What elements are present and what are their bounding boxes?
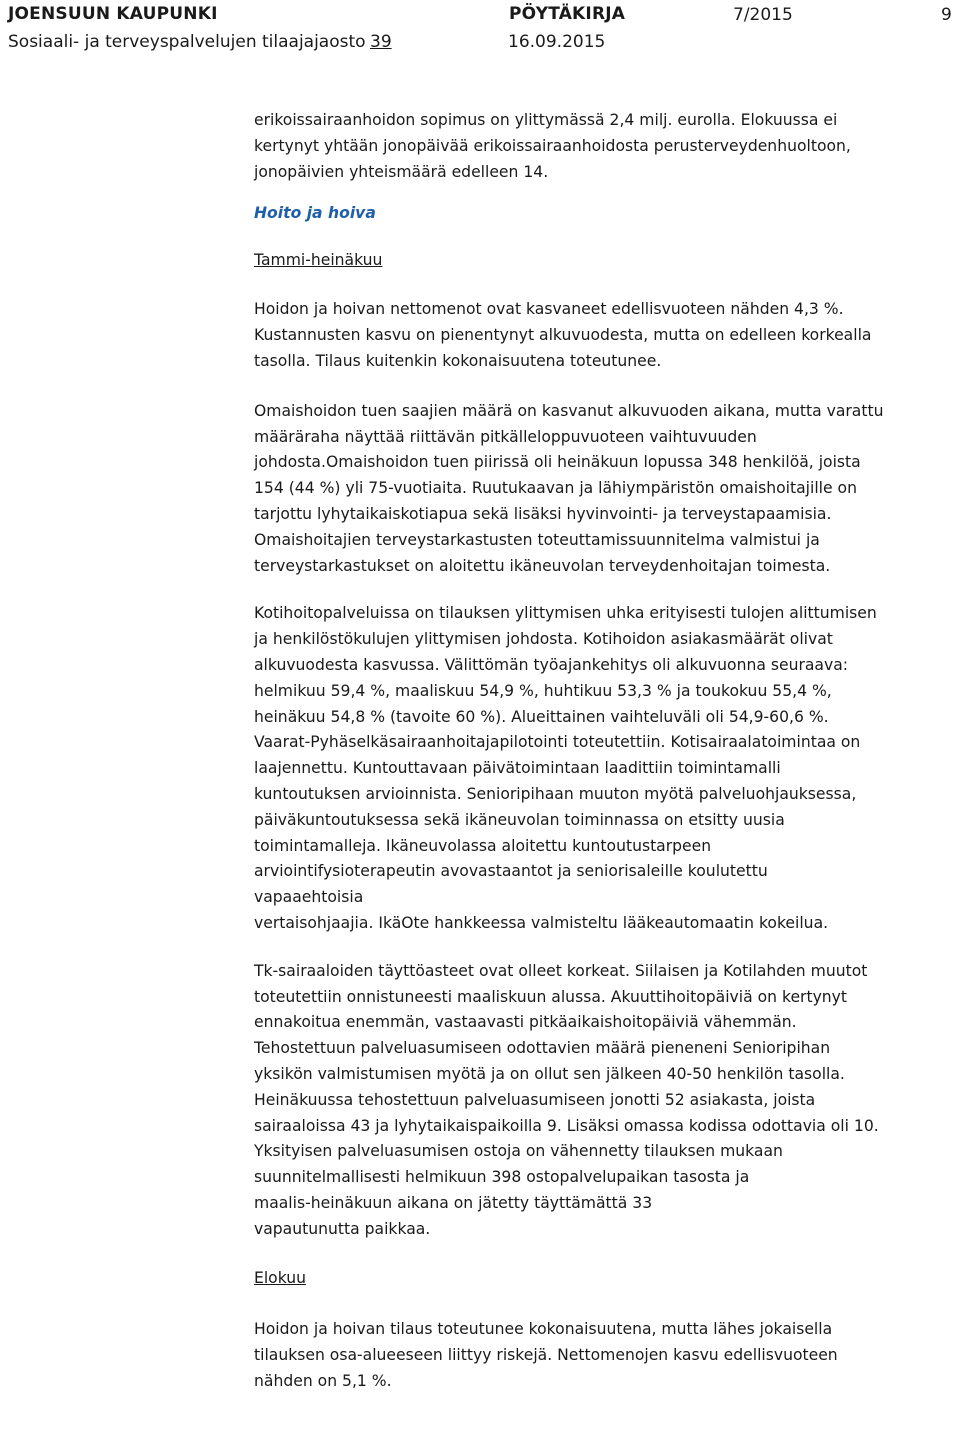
paragraph-net-costs — [254, 297, 954, 374]
text-line: Omaishoitajien terveystarkastusten toteuttamissuunnitelma valmistui ja — [254, 530, 820, 549]
text-line: Tk-sairaaloiden täyttöasteet ovat olleet korkeat. Siilaisen ja Kotilahden muutot — [254, 961, 868, 980]
text-line: sairaaloissa 43 ja lyhytaikaispaikoilla 9. Lisäksi omassa kodissa odottavia oli 10. — [254, 1116, 879, 1135]
text-line: terveystarkastukset on aloitettu ikäneuvolan terveydenhoitajan toimesta. — [254, 556, 831, 575]
text-line: jonopäivien yhteismäärä edelleen 14. — [254, 162, 549, 181]
text-line: heinäkuu 54,8 % (tavoite 60 %). Alueittainen vaihteluväli oli 54,9-60,6 %. — [254, 707, 829, 726]
text-line: johdosta.Omaishoidon tuen piirissä oli heinäkuun lopussa 348 henkilöä, joista — [254, 453, 861, 472]
text-line: Hoidon ja hoivan tilaus toteutunee kokonaisuutena, mutta lähes jokaisella — [254, 1320, 833, 1339]
text-line: ennakoitua enemmän, vastaavasti pitkäaikaishoitopäiviä vähemmän. — [254, 1013, 797, 1032]
text-line: yksikön valmistumisen myötä ja on ollut sen jälkeen 40-50 henkilön tasolla. — [254, 1064, 845, 1083]
committee-name: Sosiaali- ja terveyspalvelujen tilaajajaosto — [8, 32, 366, 52]
text-line: toimintamalleja. Ikäneuvolassa aloitettu kuntoutustarpeen — [254, 836, 712, 855]
text-line: Omaishoidon tuen saajien määrä on kasvanut alkuvuoden aikana, mutta varattu — [254, 401, 884, 420]
text-line: kuntoutuksen arvioinnista. Senioripihaan muuton myötä palveluohjauksessa, — [254, 784, 857, 803]
text-line: erikoissairaanhoidon sopimus on ylittymässä 2,4 milj. eurolla. Elokuussa ei — [254, 111, 838, 129]
text-line: tilauksen osa-alueeseen liittyy riskejä. Nettomenojen kasvu edellisvuoteen — [254, 1346, 838, 1365]
header-row-1 — [0, 4, 960, 28]
section-number: 39 — [370, 32, 392, 52]
text-line: kertynyt yhtään jonopäivää erikoissairaanhoidosta perusterveydenhuoltoon, — [254, 136, 851, 155]
text-line: Kustannusten kasvu on pienentynyt alkuvuodesta, mutta on edelleen korkealla — [254, 326, 872, 345]
issue-number: 7/2015 — [733, 5, 793, 25]
text-line: Kotihoitopalveluissa on tilauksen ylittymisen uhka erityisesti tulojen alittumisen — [254, 604, 877, 623]
page-number: 9 — [941, 5, 952, 25]
subheading-tammi-heinakuu: Tammi-heinäkuu — [254, 251, 383, 270]
intro-paragraph — [254, 108, 954, 185]
text-line: vapaaehtoisia — [254, 888, 364, 907]
paragraph-family-care — [254, 399, 954, 580]
document-body — [254, 108, 954, 1395]
subheading-elokuu: Elokuu — [254, 1269, 307, 1288]
text-line: tarjottu lyhytaikaiskotiapua sekä lisäksi hyvinvointi- ja terveystapaamisia. — [254, 504, 832, 523]
section-heading: Hoito ja hoiva — [254, 204, 376, 223]
text-line: vapautunutta paikkaa. — [254, 1219, 431, 1238]
document-type: PÖYTÄKIRJA — [509, 4, 626, 24]
meeting-date: 16.09.2015 — [508, 32, 606, 52]
text-line: suunnitelmallisesti helmikuun 398 ostopalvelupaikan tasosta ja — [254, 1168, 750, 1187]
text-line: päiväkuntoutuksessa sekä ikäneuvolan toiminnassa on etsitty uusia — [254, 810, 785, 829]
text-line: Vaarat-Pyhäselkäsairaanhoitajapilotointi toteutettiin. Kotisairaalatoimintaa on — [254, 733, 861, 752]
text-line: arviointifysioterapeutin avovastaantot ja seniorisaleille koulutettu — [254, 862, 768, 881]
text-line: Hoidon ja hoivan nettomenot ovat kasvaneet edellisvuoteen nähden 4,3 %. — [254, 300, 844, 319]
paragraph-august — [254, 1317, 954, 1394]
text-line: maalis-heinäkuun aikana on jätetty täyttämättä 33 — [254, 1193, 653, 1212]
text-line: määräraha näyttää riittävän pitkälleloppuvuoteen vaihtuvuuden — [254, 427, 757, 446]
header-row-2 — [0, 32, 960, 54]
text-line: nähden on 5,1 %. — [254, 1372, 392, 1391]
text-line: 154 (44 %) yli 75-vuotiaita. Ruutukaavan ja lähiympäristön omaishoitajille on — [254, 479, 857, 498]
paragraph-home-care — [254, 601, 954, 936]
text-line: ja henkilöstökulujen ylittymisen johdosta. Kotihoidon asiakasmäärät olivat — [254, 630, 833, 649]
text-line: Yksityisen palveluasumisen ostoja on vähennetty tilauksen mukaan — [254, 1142, 783, 1161]
text-line: laajennettu. Kuntouttavaan päivätoimintaan laadittiin toimintamalli — [254, 759, 781, 778]
text-line: alkuvuodesta kasvussa. Välittömän työajankehitys oli alkuvuonna seuraava: — [254, 655, 849, 674]
paragraph-hospitals — [254, 959, 954, 1243]
text-line: Tehostettuun palveluasumiseen odottavien määrä pieneneni Senioripihan — [254, 1039, 831, 1058]
text-line: Heinäkuussa tehostettuun palveluasumiseen jonotti 52 asiakasta, joista — [254, 1090, 816, 1109]
organization-name: JOENSUUN KAUPUNKI — [8, 4, 218, 24]
text-line: helmikuu 59,4 %, maaliskuu 54,9 %, huhtikuu 53,3 % ja toukokuu 55,4 %, — [254, 681, 832, 700]
text-line: toteutettiin onnistuneesti maaliskuun alussa. Akuuttihoitopäiviä on kertynyt — [254, 987, 848, 1006]
text-line: vertaisohjaajia. IkäOte hankkeessa valmisteltu lääkeautomaatin kokeilua. — [254, 913, 829, 932]
text-line: tasolla. Tilaus kuitenkin kokonaisuutena toteutunee. — [254, 351, 662, 370]
